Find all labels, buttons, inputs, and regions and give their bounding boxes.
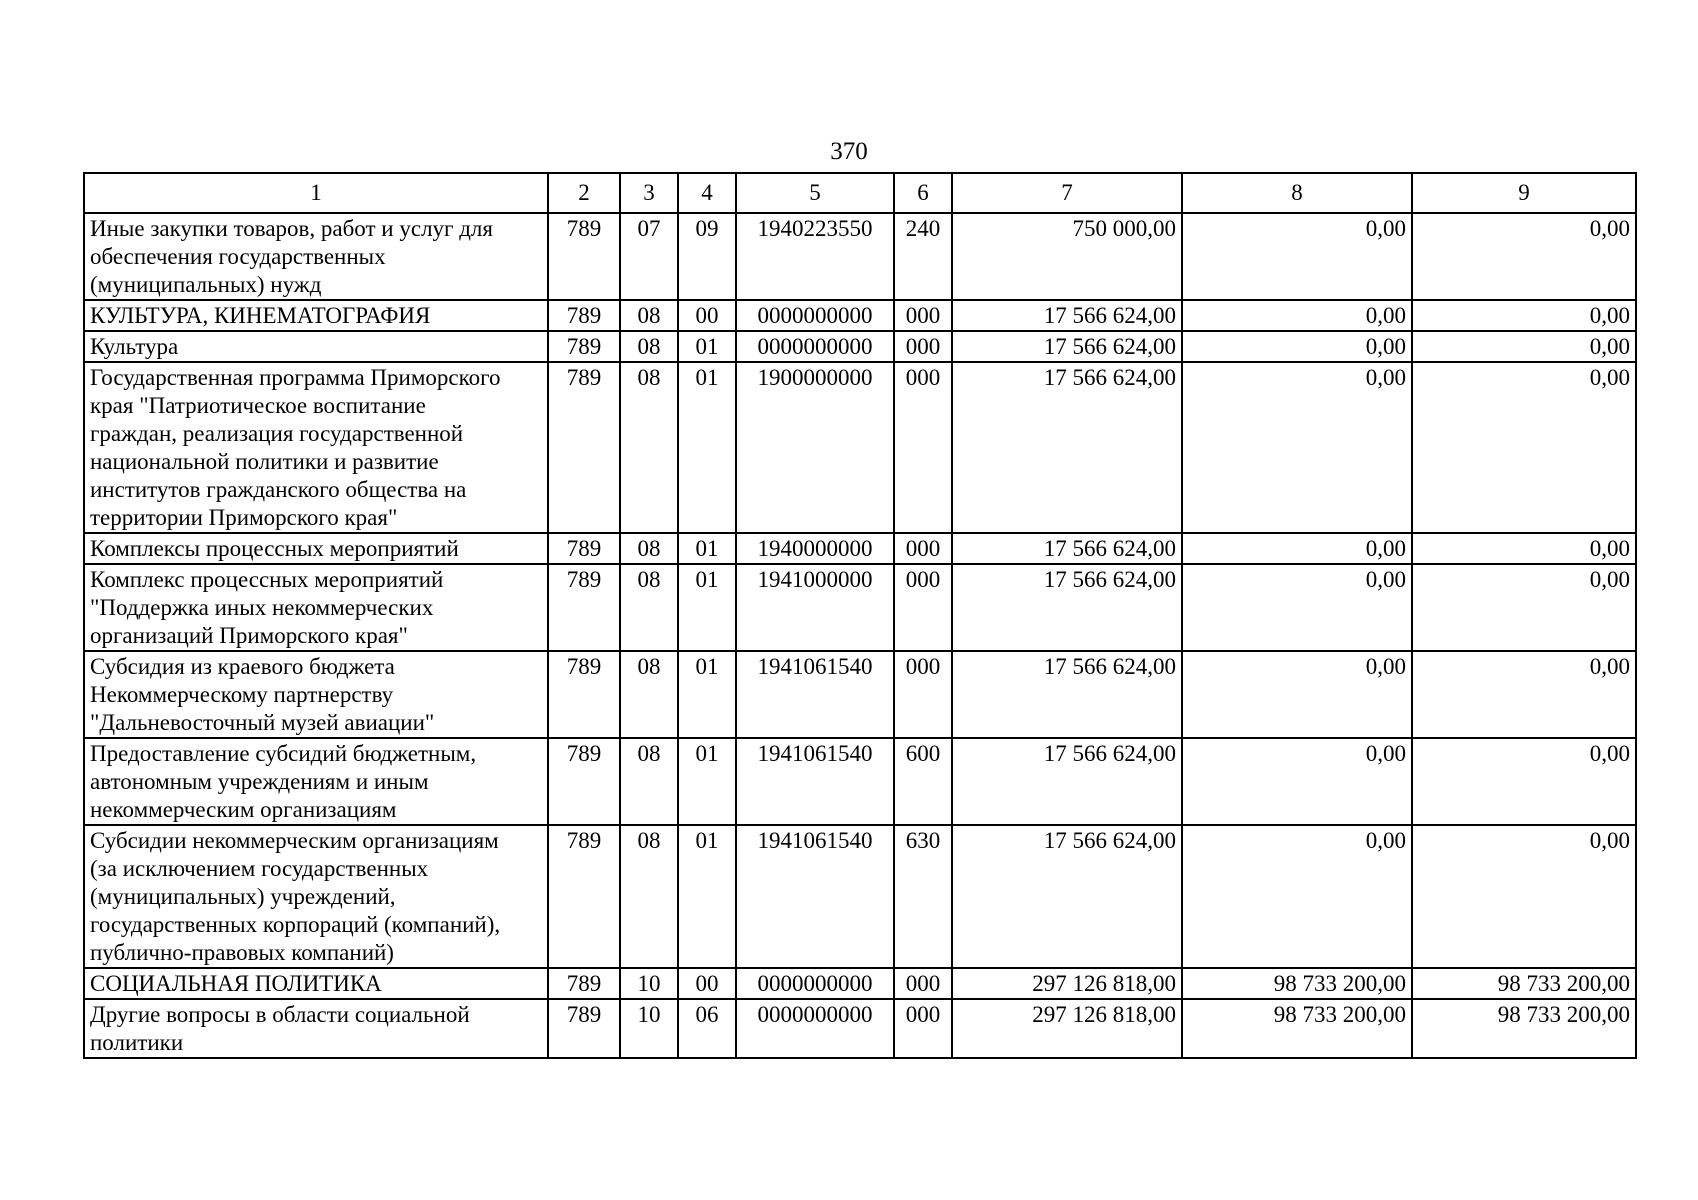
- cell-section: 08: [620, 564, 678, 651]
- cell-subsection: 01: [678, 564, 736, 651]
- cell-amount-8: 0,00: [1182, 651, 1412, 738]
- cell-ministry-code: 789: [548, 362, 620, 533]
- column-header: 6: [894, 173, 952, 213]
- cell-amount-7: 17 566 624,00: [952, 533, 1182, 564]
- table-row: [84, 300, 1636, 331]
- cell-subsection: 01: [678, 825, 736, 968]
- row-name: Иные закупки товаров, работ и услуг для обеспечения государственных (муниципальных) нужд: [84, 213, 548, 300]
- cell-amount-8: 0,00: [1182, 564, 1412, 651]
- column-header: 4: [678, 173, 736, 213]
- cell-target-code: 0000000000: [736, 968, 894, 999]
- cell-amount-9: 0,00: [1412, 331, 1636, 362]
- cell-ministry-code: 789: [548, 651, 620, 738]
- cell-amount-7: 297 126 818,00: [952, 968, 1182, 999]
- cell-expense-type: 000: [894, 564, 952, 651]
- cell-subsection: 06: [678, 999, 736, 1058]
- page-number: 370: [830, 138, 868, 165]
- cell-subsection: 01: [678, 738, 736, 825]
- cell-amount-7: 17 566 624,00: [952, 651, 1182, 738]
- column-header: 8: [1182, 173, 1412, 213]
- table-row: [84, 533, 1636, 564]
- table-row: [84, 331, 1636, 362]
- column-header: 3: [620, 173, 678, 213]
- cell-target-code: 1940223550: [736, 213, 894, 300]
- cell-ministry-code: 789: [548, 968, 620, 999]
- cell-amount-9: 0,00: [1412, 362, 1636, 533]
- row-name: СОЦИАЛЬНАЯ ПОЛИТИКА: [84, 968, 548, 999]
- row-name: Другие вопросы в области социальной политики: [84, 999, 548, 1058]
- budget-table: [83, 172, 1637, 1059]
- cell-amount-7: 17 566 624,00: [952, 564, 1182, 651]
- row-name: Культура: [84, 331, 548, 362]
- cell-subsection: 09: [678, 213, 736, 300]
- cell-ministry-code: 789: [548, 331, 620, 362]
- cell-ministry-code: 789: [548, 564, 620, 651]
- cell-amount-8: 0,00: [1182, 738, 1412, 825]
- cell-target-code: 1940000000: [736, 533, 894, 564]
- cell-amount-9: 0,00: [1412, 300, 1636, 331]
- table-row: [84, 968, 1636, 999]
- cell-section: 08: [620, 651, 678, 738]
- column-header: 5: [736, 173, 894, 213]
- table-row: [84, 738, 1636, 825]
- cell-ministry-code: 789: [548, 533, 620, 564]
- cell-amount-7: 17 566 624,00: [952, 825, 1182, 968]
- cell-target-code: 1900000000: [736, 362, 894, 533]
- cell-subsection: 00: [678, 968, 736, 999]
- cell-section: 08: [620, 362, 678, 533]
- cell-ministry-code: 789: [548, 738, 620, 825]
- cell-amount-7: 17 566 624,00: [952, 738, 1182, 825]
- cell-amount-9: 0,00: [1412, 564, 1636, 651]
- cell-amount-8: 0,00: [1182, 825, 1412, 968]
- column-header: 2: [548, 173, 620, 213]
- column-number-row: [84, 173, 1636, 213]
- row-name: Комплекс процессных мероприятий "Поддержка иных некоммерческих организаций Приморского края": [84, 564, 548, 651]
- cell-section: 08: [620, 825, 678, 968]
- row-name: Субсидии некоммерческим организациям (за исключением государственных (муниципальных) учреждений, государственных корпораций (компаний), публично-правовых компаний): [84, 825, 548, 968]
- cell-amount-7: 17 566 624,00: [952, 331, 1182, 362]
- cell-amount-9: 98 733 200,00: [1412, 968, 1636, 999]
- cell-amount-9: 0,00: [1412, 738, 1636, 825]
- cell-target-code: 0000000000: [736, 331, 894, 362]
- cell-target-code: 1941061540: [736, 825, 894, 968]
- cell-amount-8: 0,00: [1182, 362, 1412, 533]
- cell-expense-type: 000: [894, 999, 952, 1058]
- cell-section: 10: [620, 968, 678, 999]
- cell-amount-9: 0,00: [1412, 213, 1636, 300]
- cell-amount-9: 0,00: [1412, 533, 1636, 564]
- cell-amount-8: 98 733 200,00: [1182, 968, 1412, 999]
- row-name: Государственная программа Приморского края "Патриотическое воспитание граждан, реализация государственной национальной политики и развитие институтов гражданского общества на территории Приморского края": [84, 362, 548, 533]
- cell-amount-8: 0,00: [1182, 300, 1412, 331]
- table-row: [84, 825, 1636, 968]
- row-name: Предоставление субсидий бюджетным, автономным учреждениям и иным некоммерческим организациям: [84, 738, 548, 825]
- cell-target-code: 1941061540: [736, 738, 894, 825]
- table-row: [84, 213, 1636, 300]
- cell-expense-type: 000: [894, 362, 952, 533]
- cell-amount-8: 0,00: [1182, 331, 1412, 362]
- cell-section: 07: [620, 213, 678, 300]
- cell-expense-type: 630: [894, 825, 952, 968]
- cell-target-code: 1941000000: [736, 564, 894, 651]
- row-name: КУЛЬТУРА, КИНЕМАТОГРАФИЯ: [84, 300, 548, 331]
- cell-amount-9: 98 733 200,00: [1412, 999, 1636, 1058]
- column-header: 9: [1412, 173, 1636, 213]
- row-name: Субсидия из краевого бюджета Некоммерческому партнерству "Дальневосточный музей авиации": [84, 651, 548, 738]
- cell-section: 08: [620, 331, 678, 362]
- cell-subsection: 01: [678, 651, 736, 738]
- cell-target-code: 0000000000: [736, 999, 894, 1058]
- cell-subsection: 01: [678, 362, 736, 533]
- table-row: [84, 999, 1636, 1058]
- cell-amount-8: 0,00: [1182, 533, 1412, 564]
- cell-amount-9: 0,00: [1412, 651, 1636, 738]
- cell-ministry-code: 789: [548, 300, 620, 331]
- cell-section: 08: [620, 738, 678, 825]
- cell-amount-7: 17 566 624,00: [952, 300, 1182, 331]
- cell-subsection: 01: [678, 331, 736, 362]
- cell-section: 08: [620, 533, 678, 564]
- cell-amount-7: 750 000,00: [952, 213, 1182, 300]
- cell-expense-type: 000: [894, 331, 952, 362]
- cell-expense-type: 000: [894, 300, 952, 331]
- table-row: [84, 651, 1636, 738]
- cell-subsection: 00: [678, 300, 736, 331]
- table-row: [84, 564, 1636, 651]
- column-header: 1: [84, 173, 548, 213]
- cell-amount-9: 0,00: [1412, 825, 1636, 968]
- cell-expense-type: 000: [894, 968, 952, 999]
- cell-amount-8: 98 733 200,00: [1182, 999, 1412, 1058]
- cell-amount-7: 297 126 818,00: [952, 999, 1182, 1058]
- table-row: [84, 362, 1636, 533]
- cell-expense-type: 000: [894, 651, 952, 738]
- cell-expense-type: 600: [894, 738, 952, 825]
- cell-amount-7: 17 566 624,00: [952, 362, 1182, 533]
- cell-ministry-code: 789: [548, 213, 620, 300]
- column-header: 7: [952, 173, 1182, 213]
- cell-target-code: 0000000000: [736, 300, 894, 331]
- cell-ministry-code: 789: [548, 999, 620, 1058]
- cell-subsection: 01: [678, 533, 736, 564]
- cell-ministry-code: 789: [548, 825, 620, 968]
- cell-section: 10: [620, 999, 678, 1058]
- cell-expense-type: 000: [894, 533, 952, 564]
- cell-expense-type: 240: [894, 213, 952, 300]
- cell-target-code: 1941061540: [736, 651, 894, 738]
- row-name: Комплексы процессных мероприятий: [84, 533, 548, 564]
- cell-amount-8: 0,00: [1182, 213, 1412, 300]
- cell-section: 08: [620, 300, 678, 331]
